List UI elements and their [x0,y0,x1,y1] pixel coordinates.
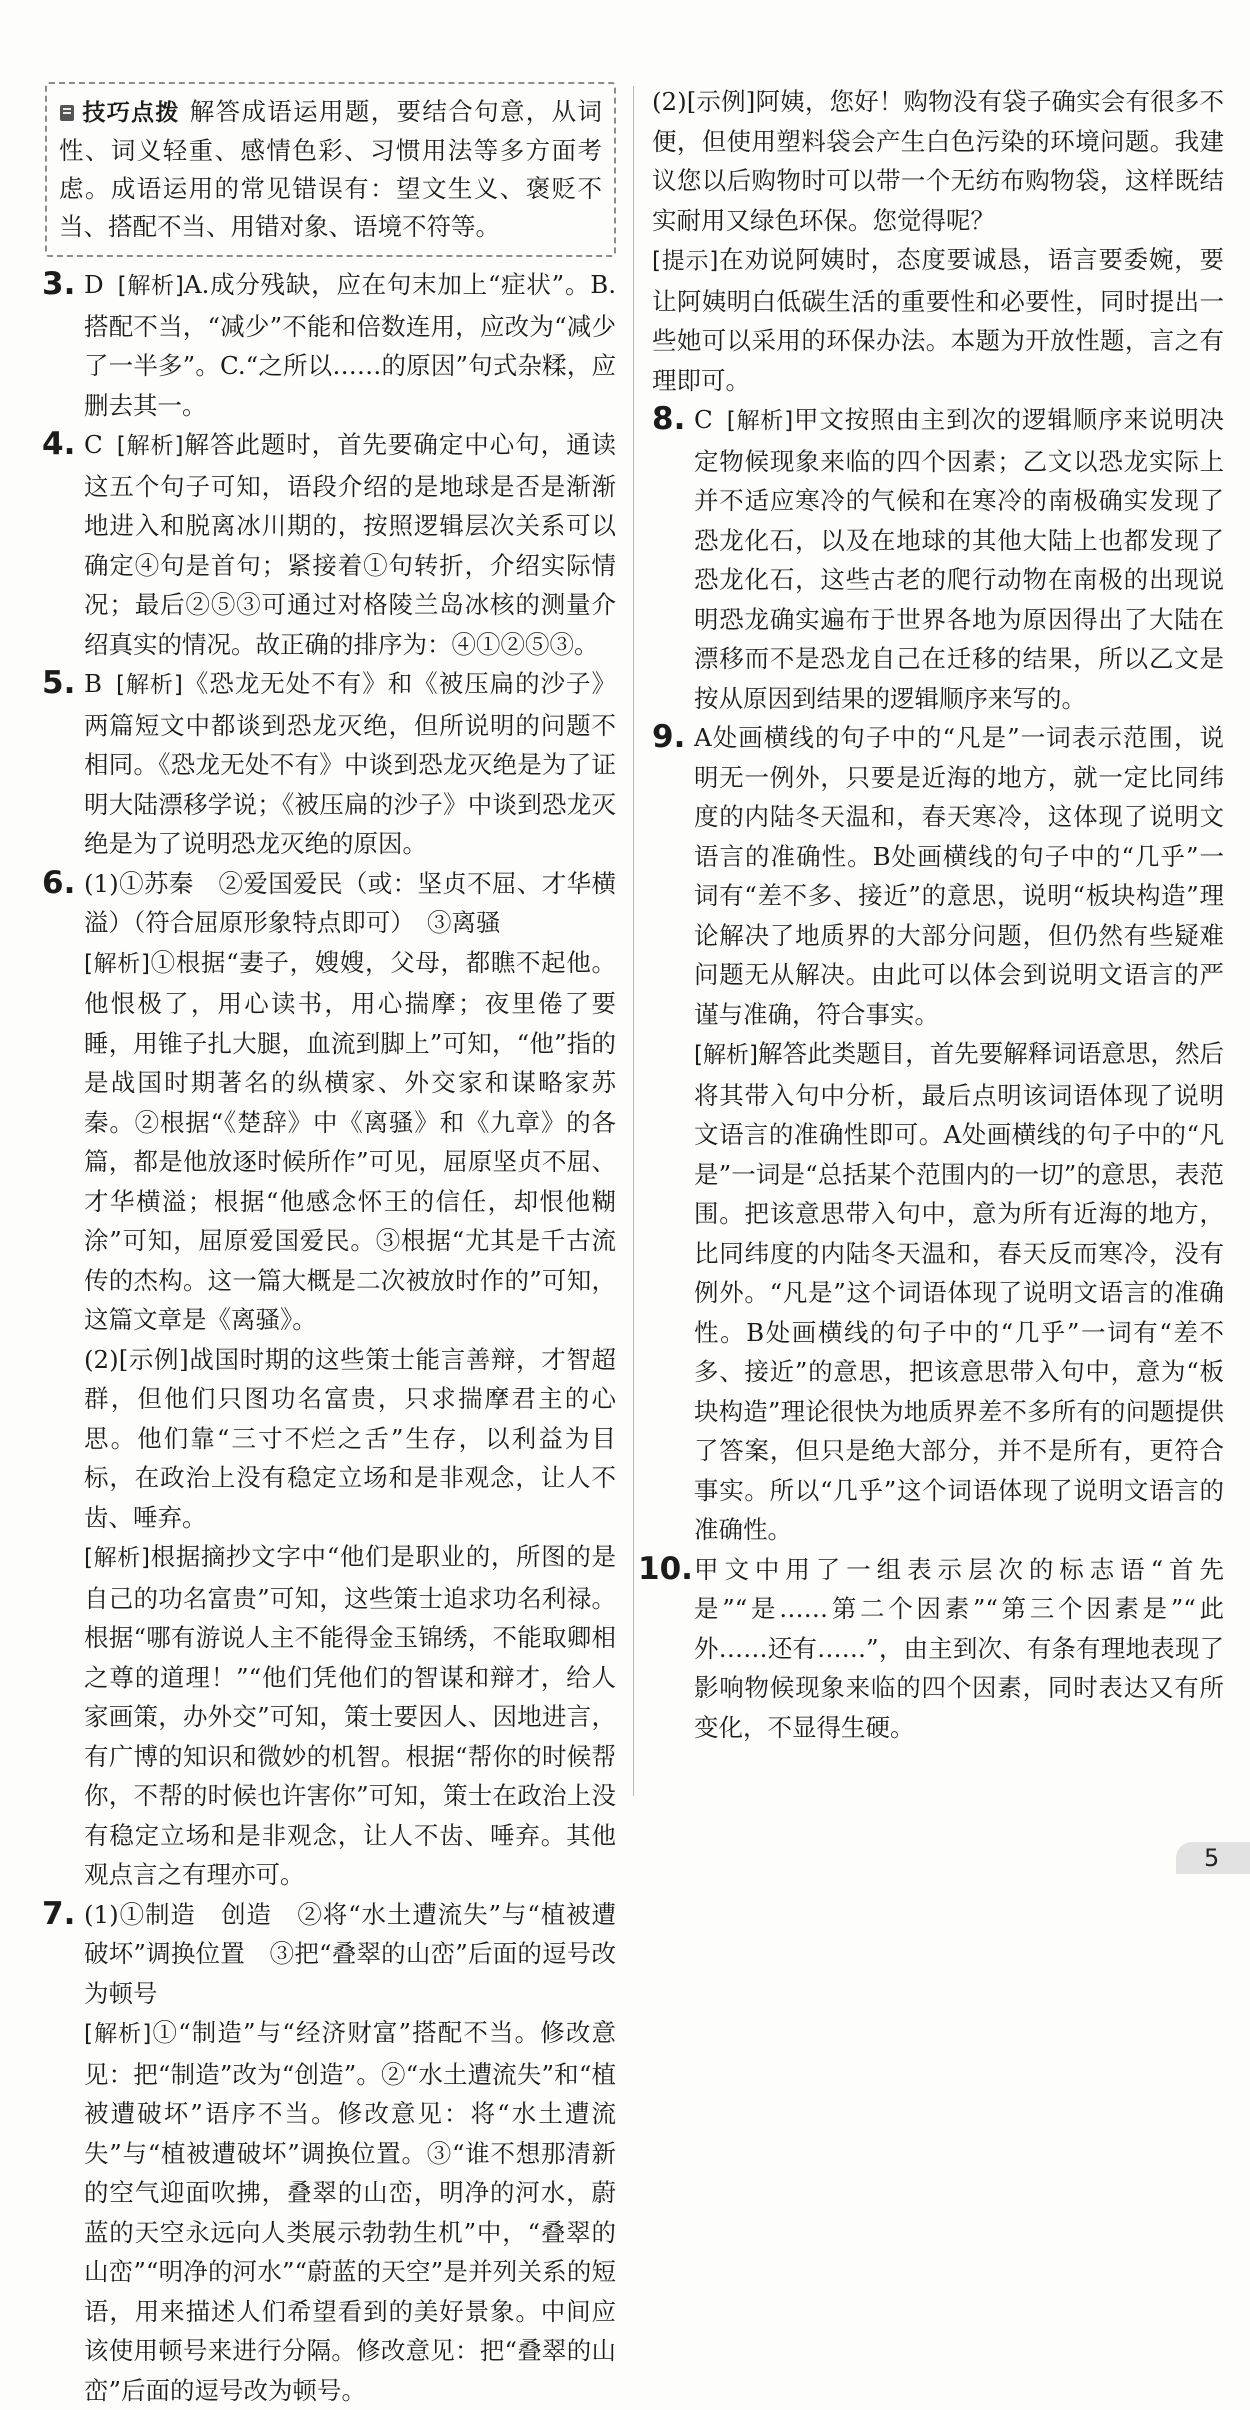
answer-letter: C [694,405,713,434]
question-number: 7. [42,1892,75,1936]
question-7 [42,1895,616,2410]
answer-part-2: (2)[示例]阿姨，您好！购物没有袋子确实会有很多不便，但使用塑料袋会产生白色污染的环境问题。我建议您以后购物时可以带一个无纺布购物袋，这样既结实耐用又绿色环保。您觉得呢？ [652,82,1224,240]
analysis-text: 解答此类题目，首先要解释词语意思，然后将其带入句中分析，最后点明该词语体现了说明文语言的准确性即可。A处画横线的句子中的“凡是”一词是“总括某个范围内的一切”的意思，表范围。把该意思带入句中，意为所有近海的地方，比同纬度的内陆冬天温和，春天反而寒冷，没有例外。“凡是”这个词语体现了说明文语言的准确性。B处画横线的句子中的“几乎”一词有“差不多、接近”的意思，把该意思带入句中，意为“板块构造”理论很快为地质界差不多所有的问题提供了答案，但只是绝大部分，并不是所有，更符合事实。所以“几乎”这个词语体现了说明文语言的准确性。 [694,1039,1224,1544]
answer-part-1: (1)①制造 创造 ②将“水土遭流失”与“植被遭破坏”调换位置 ③把“叠翠的山峦”后面的逗号改为顿号 [84,1895,616,2014]
analysis-text: 《恐龙无处不有》和《被压扁的沙子》两篇短文中都谈到恐龙灭绝，但所说明的问题不相同。《恐龙无处不有》中谈到恐龙灭绝是为了证明大陆漂移学说；《被压扁的沙子》中谈到恐龙灭绝是为了说明恐龙灭绝的原因。 [84,669,616,858]
question-3 [42,265,616,425]
analysis-tag: [解析] [84,2021,151,2047]
right-column [652,82,1224,1747]
analysis-text: ①“制造”与“经济财富”搭配不当。修改意见：把“制造”改为“创造”。②“水土遭流失”和“植被遭破坏”语序不当。修改意见：将“水土遭流失”与“植被遭破坏”调换位置。③“谁不想那清新的空气迎面吹拂，叠翠的山峦，明净的河水，蔚蓝的天空永远向人类展示勃勃生机”中，“叠翠的山峦”“明净的河水”“蔚蓝的天空”是并列关系的短语，用来描述人们希望看到的美好景象。中间应该使用顿号来进行分隔。修改意见：把“叠翠的山峦”后面的逗号改为顿号。 [84,2018,616,2405]
question-4 [42,425,616,664]
book-icon [59,95,75,113]
analysis-tag: [解析] [727,408,793,434]
left-column [42,82,616,2410]
question-9 [652,718,1224,1550]
analysis-text: 甲文按照由主到次的逻辑顺序来说明决定物候现象来临的四个因素；乙文以恐龙实际上并不适应寒冷的气候和在寒冷的南极确实发现了恐龙化石，以及在地球的其他大陆上也都发现了恐龙化石，这些古老的爬行动物在南极的出现说明恐龙确实遍布于世界各地为原因得出了大陆在漂移而不是恐龙自己在迁移的结果，所以乙文是按从原因到结果的逻辑顺序来写的。 [694,405,1224,713]
question-number: 5. [42,661,75,705]
analysis-tag: [解析] [694,1042,758,1068]
hint-text: 在劝说阿姨时，态度要诚恳，语言要委婉，要让阿姨明白低碳生活的重要性和必要性，同时提出一些她可以采用的环保办法。本题为开放性题，言之有理即可。 [652,245,1224,395]
question-number: 3. [42,262,75,306]
answer-part-2: (2)[示例]战国时期的这些策士能言善辩，才智超群，但他们只图功名富贵，只求揣摩君主的心思。他们靠“三寸不烂之舌”生存，以利益为目标，在政治上没有稳定立场和是非观念，让人不齿、唾弃。 [84,1340,616,1538]
tip-heading: 技巧点拨 [81,100,180,126]
question-number: 9. [652,715,685,759]
question-7-continued [652,82,1224,400]
question-number: 4. [42,422,75,466]
analysis-text: A.成分残缺，应在句末加上“症状”。B.搭配不当，“减少”不能和倍数连用，应改为“减少了一半多”。C.“之所以……的原因”句式杂糅，应删去其一。 [84,270,616,420]
analysis-tag: [解析] [118,273,184,299]
answer-text: A处画横线的句子中的“凡是”一词表示范围，说明无一例外，只要是近海的地方，就一定比同纬度的内陆冬天温和，春天寒冷，这体现了说明文语言的准确性。B处画横线的句子中的“几乎”一词有“差不多、接近”的意思，说明“板块构造”理论解决了地质界的大部分问题，但仍然有些疑难问题无从解决。由此可以体会到说明文语言的严谨与准确，符合事实。 [694,718,1224,1034]
question-5 [42,664,616,864]
answer-part-1: (1)①苏秦 ②爱国爱民（或：坚贞不屈、才华横溢）（符合屈原形象特点即可） ③离骚 [84,864,616,943]
column-divider [633,86,634,1796]
hint-tag: [提示] [652,248,718,274]
analysis-tag: [解析] [84,951,150,977]
question-number: 8. [652,397,685,441]
question-number: 6. [42,861,75,905]
answer-text: 甲文中用了一组表示层次的标志语“首先是”“是……第二个因素”“第三个因素是”“此外……还有……”，由主到次、有条有理地表现了影响物候现象来临的四个因素，同时表达又有所变化，不显得生硬。 [694,1550,1224,1748]
answer-letter: B [84,669,102,698]
page-number: 5 [1176,1842,1250,1874]
analysis-text: 解答此题时，首先要确定中心句，通读这五个句子可知，语段介绍的是地球是否是渐渐地进入和脱离冰川期的，按照逻辑层次关系可以确定④句是首句；紧接着①句转折，介绍实际情况；最后②⑤③可通过对格陵兰岛冰核的测量介绍真实的情况。故正确的排序为：④①②⑤③。 [84,430,616,659]
analysis-text: 根据摘抄文字中“他们是职业的，所图的是自己的功名富贵”可知，这些策士追求功名利禄。根据“哪有游说人主不能得金玉锦绣，不能取卿相之尊的道理！”“他们凭他们的智谋和辩才，给人家画策，办外交”可知，策士要因人、因地进言，有广博的知识和微妙的机智。根据“帮你的时候帮你，不帮的时候也许害你”可知，策士在政治上没有稳定立场和是非观念，让人不齿、唾弃。其他观点言之有理亦可。 [84,1542,616,1889]
analysis-tag: [解析] [116,672,183,698]
tip-body: 解答成语运用题，要结合句意，从词性、词义轻重、感情色彩、习惯用法等多方面考虑。成语运用的常见错误有：望文生义、褒贬不当、搭配不当、用错对象、语境不符等。 [59,97,602,241]
question-6 [42,864,616,1895]
question-number: 10. [638,1547,693,1591]
analysis-text: ①根据“妻子，嫂嫂，父母，都瞧不起他。他恨极了，用心读书，用心揣摩；夜里倦了要睡，用锥子扎大腿，血流到脚上”可知，“他”指的是战国时期著名的纵横家、外交家和谋略家苏秦。②根据“《楚辞》中《离骚》和《九章》的各篇，都是他放逐时候所作”可见，屈原坚贞不屈、才华横溢；根据“他感念怀王的信任，却恨他糊涂”可知，屈原爱国爱民。③根据“尤其是千古流传的杰构。这一篇大概是二次被放时作的”可知，这篇文章是《离骚》。 [84,948,616,1335]
answer-letter: D [84,270,104,299]
analysis-tag: [解析] [84,1545,150,1571]
analysis-tag: [解析] [117,433,184,459]
question-10 [652,1550,1224,1748]
tip-box [45,82,616,257]
question-8 [652,400,1224,718]
answer-letter: C [84,430,103,459]
